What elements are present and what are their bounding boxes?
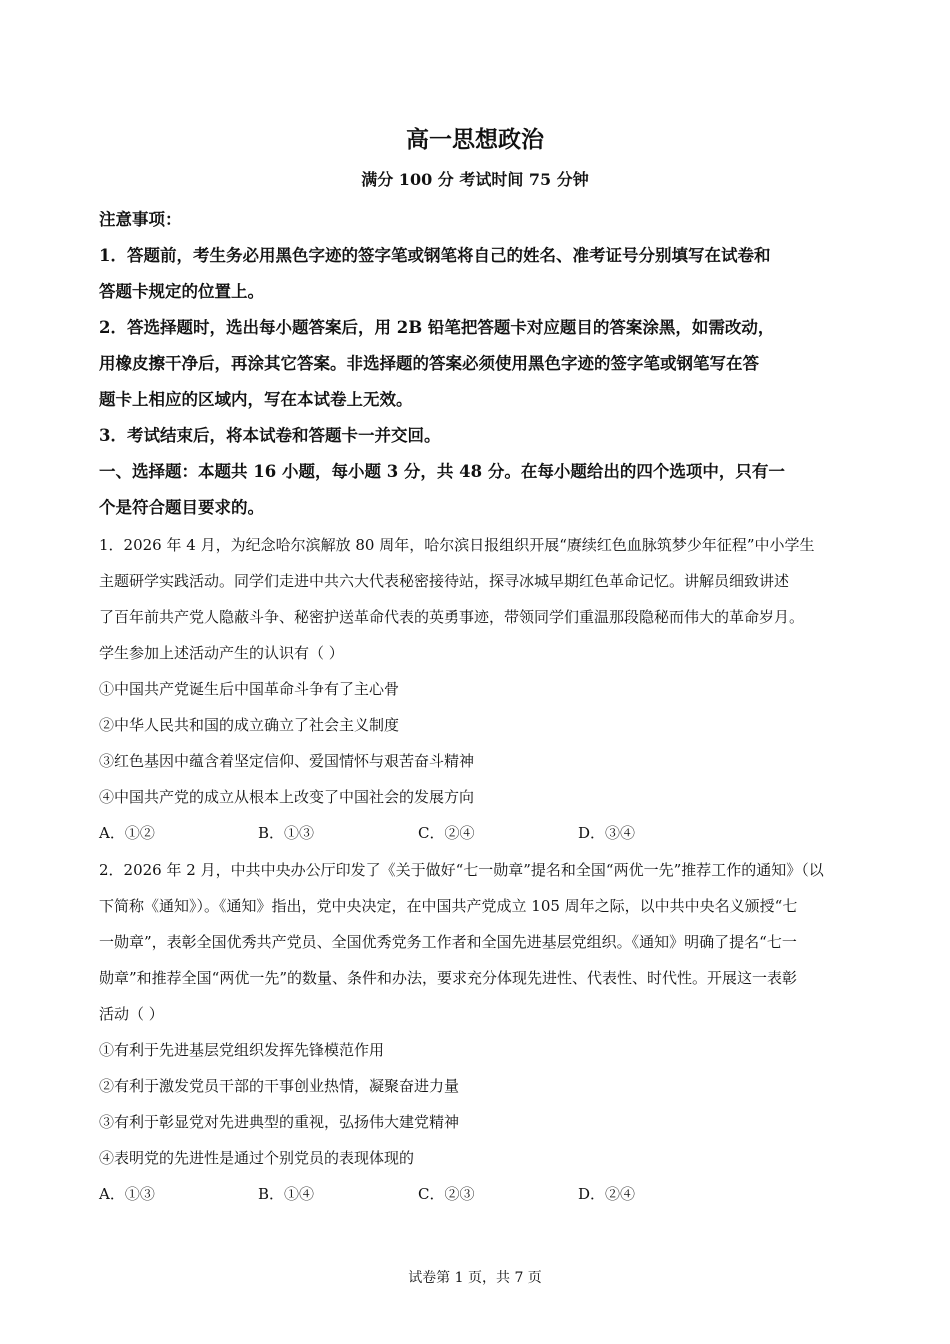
question-1-statement: ①中国共产党诞生后中国革命斗争有了主心骨: [99, 680, 400, 698]
notice-line: 3．考试结束后，将本试卷和答题卡一并交回。: [99, 426, 441, 445]
question-1-stem: 1．2026 年 4 月，为纪念哈尔滨解放 80 周年，哈尔滨日报组织开展“赓续红色血脉筑梦少年征程”中小学生: [99, 536, 815, 554]
notice-line: 1．答题前，考生务必用黑色字迹的签字笔或钢笔将自己的姓名、准考证号分别填写在试卷和: [99, 246, 771, 265]
page-title: 高一思想政治: [406, 126, 544, 153]
option-c[interactable]: C．②④: [418, 824, 475, 842]
option-c[interactable]: C．②③: [418, 1185, 475, 1203]
question-2-statement: ④表明党的先进性是通过个别党员的表现体现的: [99, 1149, 415, 1167]
notice-line: 答题卡规定的位置上。: [99, 282, 264, 301]
question-1-statement: ③红色基因中蕴含着坚定信仰、爱国情怀与艰苦奋斗精神: [99, 752, 475, 770]
question-2-statement: ③有利于彰显党对先进典型的重视，弘扬伟大建党精神: [99, 1113, 460, 1131]
option-a[interactable]: A．①③: [99, 1185, 155, 1203]
question-1-stem: 了百年前共产党人隐蔽斗争、秘密护送革命代表的英勇事迹，带领同学们重温那段隐秘而伟大的革命岁月。: [99, 608, 805, 626]
option-b[interactable]: B．①④: [258, 1185, 315, 1203]
question-2-stem: 勋章”和推荐全国“两优一先”的数量、条件和办法，要求充分体现先进性、代表性、时代性。开展这一表彰: [99, 969, 798, 987]
notice-line: 题卡上相应的区域内，写在本试卷上无效。: [99, 390, 413, 409]
option-d[interactable]: D．②④: [578, 1185, 636, 1203]
question-2-options: [99, 1182, 859, 1206]
question-2-stem: 下简称《通知》）。《通知》指出，党中央决定，在中国共产党成立 105 周年之际，以中共中央名义颁授“七: [99, 897, 798, 915]
question-2-statement: ①有利于先进基层党组织发挥先锋模范作用: [99, 1041, 385, 1059]
notice-line: 用橡皮擦干净后，再涂其它答案。非选择题的答案必须使用黑色字迹的签字笔或钢笔写在答: [99, 354, 759, 373]
question-2-stem: 2．2026 年 2 月，中共中央办公厅印发了《关于做好“七一勋章”提名和全国“两优一先”推荐工作的通知》（以: [99, 861, 824, 879]
option-a[interactable]: A．①②: [99, 824, 155, 842]
option-d[interactable]: D．③④: [578, 824, 636, 842]
question-1-stem: 学生参加上述活动产生的认识有（ ）: [99, 644, 344, 662]
option-b[interactable]: B．①③: [258, 824, 315, 842]
section-heading: 个是符合题目要求的。: [99, 498, 264, 517]
notice-line: 2．答选择题时，选出每小题答案后，用 2B 铅笔把答题卡对应题目的答案涂黑，如需改动，: [99, 318, 775, 337]
notice-heading: 注意事项：: [99, 210, 182, 229]
question-2-stem: 一勋章”，表彰全国优秀共产党员、全国优秀党务工作者和全国先进基层党组织。《通知》明确了提名“七一: [99, 933, 797, 951]
question-2-stem: 活动（ ）: [99, 1005, 164, 1023]
question-1-stem: 主题研学实践活动。同学们走进中共六大代表秘密接待站，探寻冰城早期红色革命记忆。讲解员细致讲述: [99, 572, 790, 590]
question-2-statement: ②有利于激发党员干部的干事创业热情，凝聚奋进力量: [99, 1077, 460, 1095]
question-1-options: [99, 821, 859, 845]
page-footer: 试卷第 1 页，共 7 页: [408, 1270, 542, 1286]
exam-info: 满分 100 分 考试时间 75 分钟: [361, 170, 589, 189]
question-1-statement: ②中华人民共和国的成立确立了社会主义制度: [99, 716, 400, 734]
question-1-statement: ④中国共产党的成立从根本上改变了中国社会的发展方向: [99, 788, 475, 806]
section-heading: 一、选择题：本题共 16 小题，每小题 3 分，共 48 分。在每小题给出的四个选项中，只有一: [99, 462, 785, 481]
